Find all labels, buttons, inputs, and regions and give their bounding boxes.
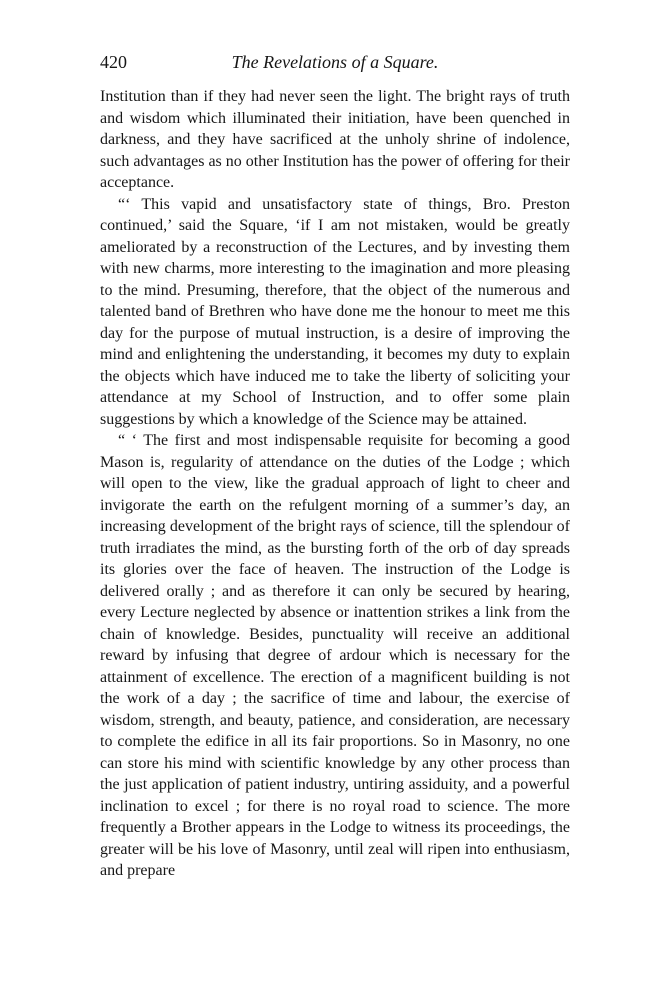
page-number: 420: [100, 52, 127, 72]
body-text: [100, 86, 570, 882]
paragraph-preston-quote: “‘ This vapid and unsatisfactory state of things, Bro. Preston continued,’ said the Square, ‘if I am not mistaken, would be greatly ameliorated by a reconstruction of the Lectures, and by investing them with new charms, more interesting to the imagination and more pleasing to the mind. Presuming, therefore, that the object of the numerous and talented band of Brethren who have done me the honour to meet me this day for the purpose of mutual instruction, is a desire of improving the mind and enlightening the understanding, it becomes my duty to explain the objects which have induced me to take the liberty of soliciting your attendance at my School of Instruction, and to offer some plain suggestions by which a knowledge of the Science may be attained.: [100, 195, 570, 428]
running-head: [100, 52, 570, 86]
paragraph-continuation: Institution than if they had never seen the light. The bright rays of truth and wisdom which illuminated their initiation, have been quenched in darkness, and they have sacrificed at the unholy shrine of indolence, such advantages as no other Institution has the power of offering for their acceptance.: [100, 88, 570, 191]
running-title: The Revelations of a Square.: [231, 52, 439, 72]
book-page: [100, 52, 570, 882]
paragraph-first-requisite: “ ‘ The first and most indispensable requisite for becoming a good Mason is, regularity of attendance on the duties of the Lodge ; which will open to the view, like the gradual approach of light to cheer and invigorate the earth on the refulgent morning of a summer’s day, an increasing development of the bright rays of science, till the splendour of truth irradiates the mind, as the bursting forth of the orb of day spreads its glories over the face of heaven. The instruction of the Lodge is delivered orally ; and as therefore it can only be secured by hearing, every Lecture neglected by absence or inattention strikes a link from the chain of knowledge. Besides, punctuality will receive an additional reward by infusing that degree of ardour which is necessary for the attainment of excellence. The erection of a magnificent building is not the work of a day ; the sacrifice of time and labour, the exercise of wisdom, strength, and beauty, patience, and consideration, are necessary to complete the edifice in all its fair proportions. So in Masonry, no one can store his mind with scientific knowledge by any other process than the just application of patient industry, untiring assiduity, and a powerful inclination to excel ; for there is no royal road to science. The more frequently a Brother appears in the Lodge to witness its proceedings, the greater will be his love of Masonry, until zeal will ripen into enthusiasm, and prepare: [100, 432, 570, 879]
